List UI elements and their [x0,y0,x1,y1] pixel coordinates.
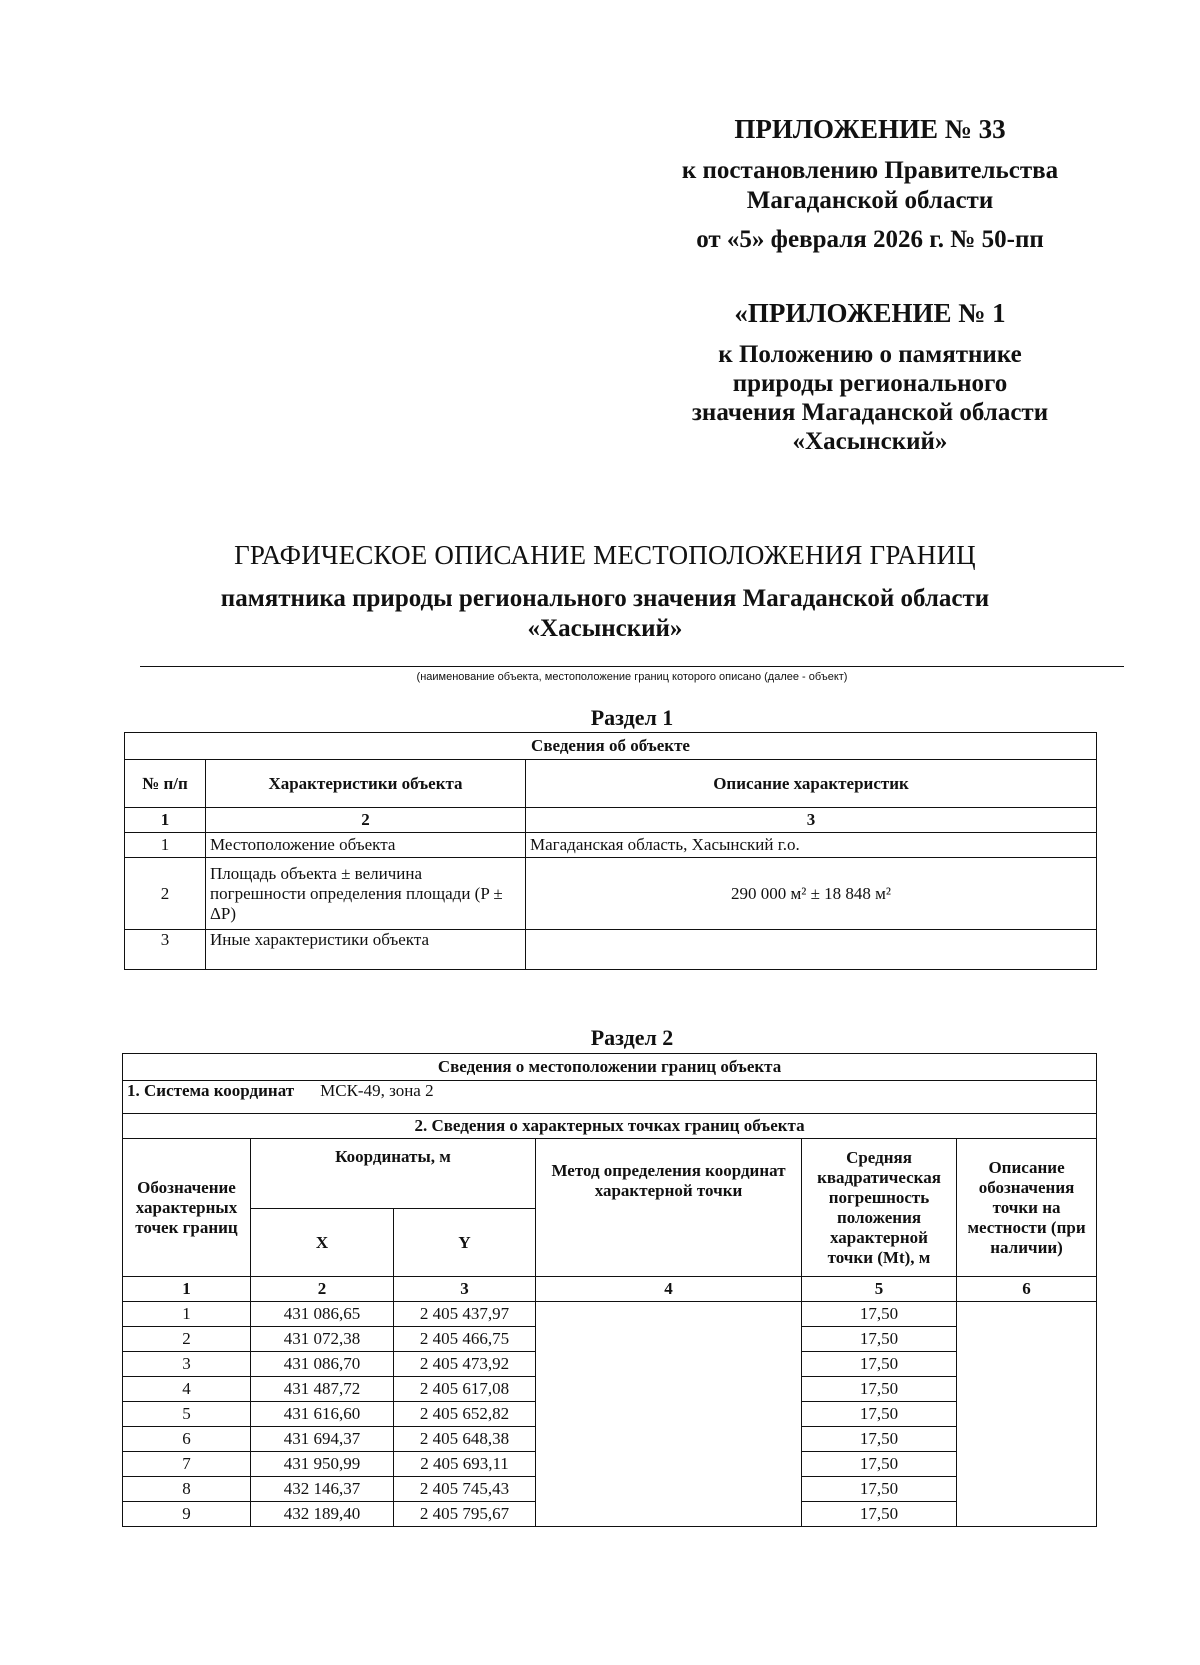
point-y: 2 405 437,97 [394,1302,536,1327]
row-description: 290 000 м² ± 18 848 м² [526,858,1097,930]
point-error: 17,50 [802,1377,957,1402]
table-row [123,1302,1097,1327]
column-numbers-row [123,1277,1097,1302]
point-id: 4 [123,1377,251,1402]
header-point-description: Описание обозначения точки на местности (при наличии) [957,1139,1097,1277]
point-error: 17,50 [802,1327,957,1352]
decree-date: от «5» февраля 2026 г. № 50-пп [696,226,1044,253]
row-number: 1 [125,833,206,858]
row-characteristic: Местоположение объекта [206,833,526,858]
point-y: 2 405 745,43 [394,1477,536,1502]
point-id: 8 [123,1477,251,1502]
point-x: 431 487,72 [251,1377,394,1402]
points-title-row [123,1114,1097,1139]
sub-appendix-title: «ПРИЛОЖЕНИЕ № 1 [734,298,1006,328]
document-subtitle-line-1: памятника природы регионального значения Магаданской области [220,585,990,612]
point-y: 2 405 466,75 [394,1327,536,1352]
point-id: 2 [123,1327,251,1352]
point-x: 431 616,60 [251,1402,394,1427]
header-x: X [251,1209,394,1277]
points-header-row [123,1139,1097,1209]
regulation-line-4: «Хасынский» [792,428,948,455]
table-title-row [123,1054,1097,1081]
header-y: Y [394,1209,536,1277]
column-number: 2 [251,1277,394,1302]
point-error: 17,50 [802,1427,957,1452]
point-id: 1 [123,1302,251,1327]
point-method [536,1302,802,1527]
points-body [123,1302,1097,1527]
point-x: 432 146,37 [251,1477,394,1502]
column-number: 3 [526,808,1097,833]
column-numbers-row [125,808,1097,833]
point-id: 9 [123,1502,251,1527]
column-number: 5 [802,1277,957,1302]
point-error: 17,50 [802,1402,957,1427]
point-y: 2 405 652,82 [394,1402,536,1427]
header-coordinates: Координаты, м [251,1139,536,1209]
row-characteristic: Иные характеристики объекта [206,930,526,970]
point-error: 17,50 [802,1477,957,1502]
coordinate-system-cell [123,1081,1097,1114]
document-title: ГРАФИЧЕСКОЕ ОПИСАНИЕ МЕСТОПОЛОЖЕНИЯ ГРАНИЦ [234,540,976,570]
column-number: 6 [957,1277,1097,1302]
document-subtitle-line-2: «Хасынский» [527,615,683,642]
section-1-title: Раздел 1 [590,705,674,730]
table-title-row [125,733,1097,760]
section-2-title: Раздел 2 [590,1025,674,1050]
column-number: 1 [123,1277,251,1302]
column-number: 2 [206,808,526,833]
point-x: 431 694,37 [251,1427,394,1452]
point-y: 2 405 617,08 [394,1377,536,1402]
header-characteristic: Характеристики объекта [206,760,526,808]
point-error: 17,50 [802,1302,957,1327]
table-row [125,858,1097,930]
point-y: 2 405 795,67 [394,1502,536,1527]
column-number: 3 [394,1277,536,1302]
point-error: 17,50 [802,1452,957,1477]
coordinate-system-row [123,1081,1097,1114]
point-x: 431 072,38 [251,1327,394,1352]
object-info-table [124,732,1097,970]
row-description [526,930,1097,970]
appendix-title: ПРИЛОЖЕНИЕ № 33 [734,114,1006,144]
coordinate-system-value: МСК-49, зона 2 [320,1081,434,1100]
decree-line-2: Магаданской области [746,187,994,214]
decree-line-1: к постановлению Правительства [681,157,1059,184]
row-description: Магаданская область, Хасынский г.о. [526,833,1097,858]
row-characteristic: Площадь объекта ± величина погрешности определения площади (P ± ΔP) [206,858,526,930]
header-description: Описание характеристик [526,760,1097,808]
column-number: 1 [125,808,206,833]
point-y: 2 405 693,11 [394,1452,536,1477]
column-number: 4 [536,1277,802,1302]
header-error: Средняя квадратическая погрешность положения характерной точки (Mt), м [802,1139,957,1277]
point-description [957,1302,1097,1527]
boundary-table-title: Сведения о местоположении границ объекта [123,1054,1097,1081]
title-underline [140,666,1124,667]
row-number: 2 [125,858,206,930]
point-id: 6 [123,1427,251,1452]
point-x: 431 086,70 [251,1352,394,1377]
regulation-line-1: к Положению о памятнике [718,341,1022,368]
point-error: 17,50 [802,1352,957,1377]
object-info-table-title: Сведения об объекте [125,733,1097,760]
regulation-line-3: значения Магаданской области [691,399,1049,426]
coordinate-system-label: 1. Система координат [127,1081,295,1100]
row-number: 3 [125,930,206,970]
table-header-row [125,760,1097,808]
point-error: 17,50 [802,1502,957,1527]
header-method: Метод определения координат характерной точки [536,1139,802,1277]
point-y: 2 405 648,38 [394,1427,536,1452]
boundary-points-table [122,1053,1097,1527]
point-id: 3 [123,1352,251,1377]
points-section-title: 2. Сведения о характерных точках границ объекта [123,1114,1097,1139]
point-id: 5 [123,1402,251,1427]
table-row [125,930,1097,970]
point-id: 7 [123,1452,251,1477]
point-x: 431 950,99 [251,1452,394,1477]
point-x: 432 189,40 [251,1502,394,1527]
title-caption: (наименование объекта, местоположение границ которого описано (далее - объект) [416,671,848,683]
header-number: № п/п [125,760,206,808]
table-row [125,833,1097,858]
regulation-line-2: природы регионального [732,370,1008,397]
header-designation: Обозначение характерных точек границ [123,1139,251,1277]
point-y: 2 405 473,92 [394,1352,536,1377]
point-x: 431 086,65 [251,1302,394,1327]
